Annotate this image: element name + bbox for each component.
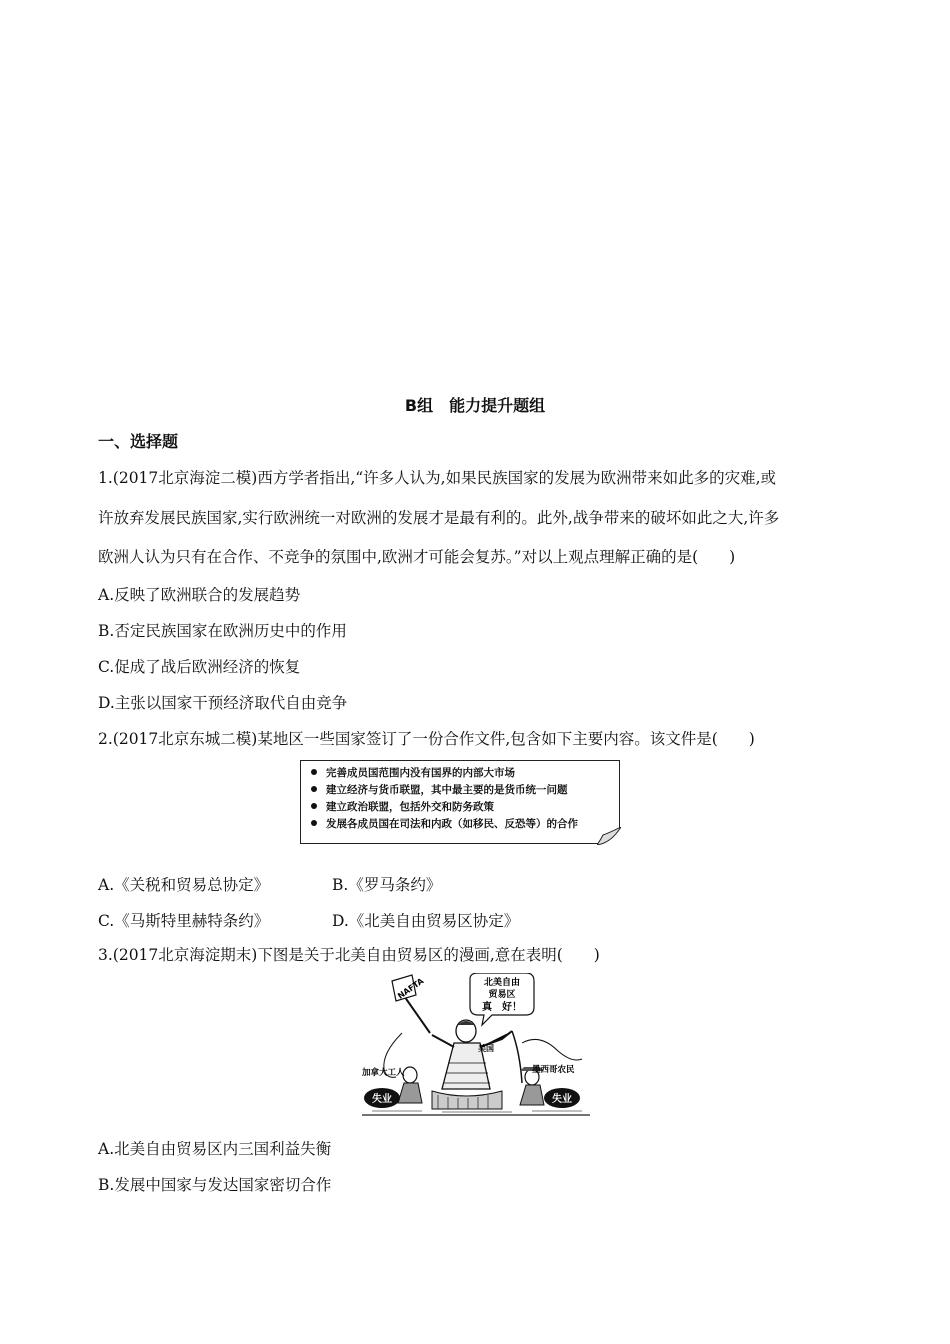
- bullet-icon: [311, 820, 317, 826]
- right-stamp: 失业: [552, 1094, 572, 1105]
- q2-option-c: C.《马斯特里赫特条约》: [98, 912, 270, 930]
- q1-stem-line-1: 1.(2017北京海淀二模)西方学者指出,“许多人认为,如果民族国家的发展为欧洲带来如此多的灾难,或: [98, 469, 777, 487]
- q1-option-c: C.促成了战后欧洲经济的恢复: [98, 658, 301, 676]
- q1-stem-line-2: 许放弃发展民族国家,实行欧洲统一对欧洲的发展才是最有利的。此外,战争带来的破坏如此之大,许多: [98, 509, 780, 527]
- left-label: 加拿大工人: [362, 1068, 405, 1078]
- bubble-line-1: 北美自由: [483, 978, 521, 988]
- q3-stem: 3.(2017北京海淀期末)下图是关于北美自由贸易区的漫画,意在表明( ): [98, 946, 600, 964]
- q2-stem: 2.(2017北京东城二模)某地区一些国家签订了一份合作文件,包含如下主要内容。该文件是( ): [98, 730, 755, 748]
- q1-stem-line-3: 欧洲人认为只有在合作、不竞争的氛围中,欧洲才可能会复苏。”对以上观点理解正确的是( ): [98, 548, 736, 566]
- left-stamp: 失业: [372, 1094, 392, 1105]
- q2-option-d: D.《北美自由贸易区协定》: [332, 912, 520, 930]
- q3-option-b: B.发展中国家与发达国家密切合作: [98, 1176, 332, 1194]
- box-item: 建立政治联盟，包括外交和防务政策: [311, 799, 619, 816]
- treaty-content-box: [300, 760, 620, 844]
- q3-option-a: A.北美自由贸易区内三国利益失衡: [98, 1140, 332, 1158]
- box-item: 建立经济与货币联盟，其中最主要的是货币统一问题: [311, 782, 619, 799]
- q1-option-b: B.否定民族国家在欧洲历史中的作用: [98, 622, 347, 640]
- q2-option-a: A.《关税和贸易总协定》: [98, 876, 270, 894]
- right-label: 墨西哥农民: [532, 1065, 575, 1075]
- bullet-icon: [311, 786, 317, 792]
- page-curl-icon: [597, 827, 621, 845]
- us-label: 美国: [478, 1044, 494, 1053]
- q1-option-d: D.主张以国家干预经济取代自由竞争: [98, 694, 348, 712]
- section-title: B组 能力提升题组: [404, 396, 546, 415]
- bubble-line-2: 贸易区: [488, 990, 516, 1000]
- part-title: 一、选择题: [98, 432, 179, 451]
- flag-text: NAFTA: [396, 976, 426, 1001]
- bullet-icon: [311, 769, 317, 775]
- bubble-line-3: 真 好！: [482, 1002, 522, 1013]
- bullet-icon: [311, 803, 317, 809]
- box-item: 完善成员国范围内没有国界的内部大市场: [311, 765, 619, 782]
- box-item: 发展各成员国在司法和内政（如移民、反恐等）的合作: [311, 816, 619, 833]
- q2-option-b: B.《罗马条约》: [332, 876, 442, 894]
- nafta-cartoon: [362, 973, 590, 1119]
- q1-option-a: A.反映了欧洲联合的发展趋势: [98, 586, 301, 604]
